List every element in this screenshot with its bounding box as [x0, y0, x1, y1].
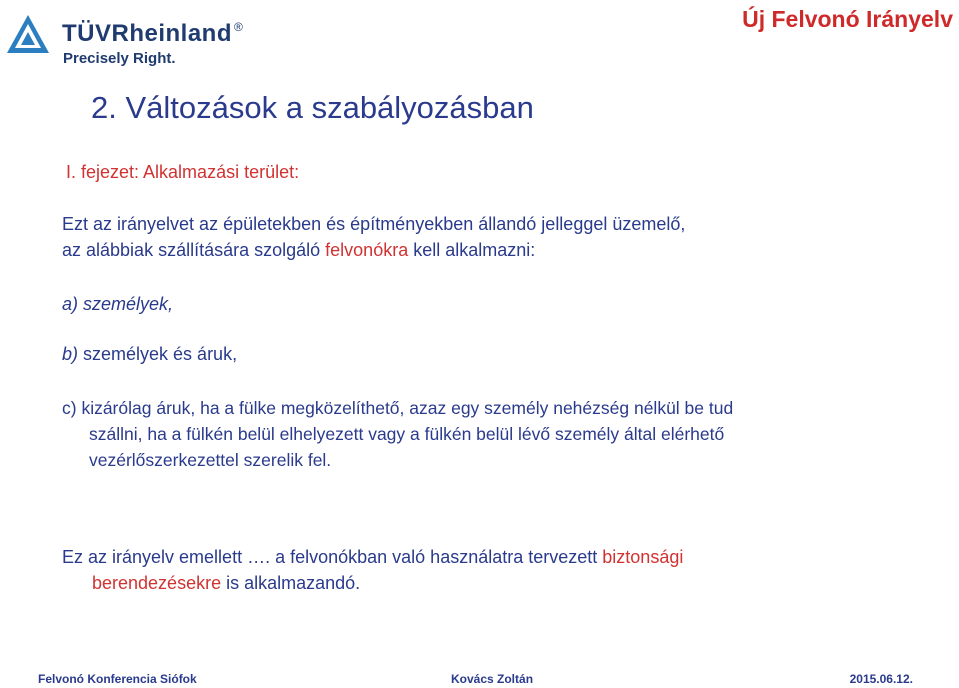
- tuv-triangle-icon: [6, 14, 50, 54]
- footer-date: 2015.06.12.: [849, 672, 913, 686]
- intro-line-2-start: az alábbiak szállítására szolgáló: [62, 240, 326, 260]
- logo-tagline: Precisely Right.: [63, 50, 176, 67]
- list-item-b-text: személyek és áruk,: [78, 344, 238, 364]
- section-title: 2. Változások a szabályozásban: [91, 90, 534, 125]
- closing-line-2: [62, 570, 683, 596]
- closing-line-1: [62, 544, 683, 570]
- list-item-c-line-3: vezérlőszerkezettel szerelik fel.: [89, 450, 332, 470]
- footer: [0, 672, 959, 688]
- list-item-b-label: b): [62, 344, 79, 364]
- highlight-biztonsagi: biztonsági: [602, 547, 684, 567]
- chapter-title: I. fejezet: Alkalmazási terület:: [66, 162, 300, 182]
- footer-author: Kovács Zoltán: [451, 672, 534, 686]
- list-item-c-line-2: szállni, ha a fülkén belül elhelyezett vagy a fülkén belül lévő személy által elérhető: [89, 424, 725, 444]
- logo-wordmark: [62, 20, 243, 48]
- closing-line-1-start: Ez az irányelv emellett …. a felvonókban való használatra tervezett: [62, 547, 603, 567]
- intro-line-2-end: kell alkalmazni:: [408, 240, 536, 260]
- list-item-c-line-1: c) kizárólag áruk, ha a fülke megközelíthető, azaz egy személy nehézség nélkül be tud: [62, 398, 734, 418]
- list-item-b: [62, 341, 237, 367]
- document-title: Új Felvonó Irányelv: [742, 6, 953, 32]
- intro-line-2: [62, 237, 685, 263]
- footer-event: Felvonó Konferencia Siófok: [38, 672, 197, 686]
- closing-line-2-end: is alkalmazandó.: [221, 573, 361, 593]
- registered-mark: ®: [234, 20, 244, 34]
- list-item-c: [62, 395, 733, 473]
- highlight-berendezesekre: berendezésekre: [92, 573, 222, 593]
- intro-paragraph: [62, 211, 685, 263]
- highlight-felvonokra: felvonókra: [325, 240, 409, 260]
- list-item-a: a) személyek,: [62, 294, 174, 314]
- tuv-logo: [6, 8, 244, 68]
- closing-paragraph: [62, 544, 683, 596]
- intro-line-1: Ezt az irányelvet az épületekben és építményekben állandó jelleggel üzemelő,: [62, 214, 686, 234]
- logo-name-text: TÜVRheinland: [62, 20, 233, 47]
